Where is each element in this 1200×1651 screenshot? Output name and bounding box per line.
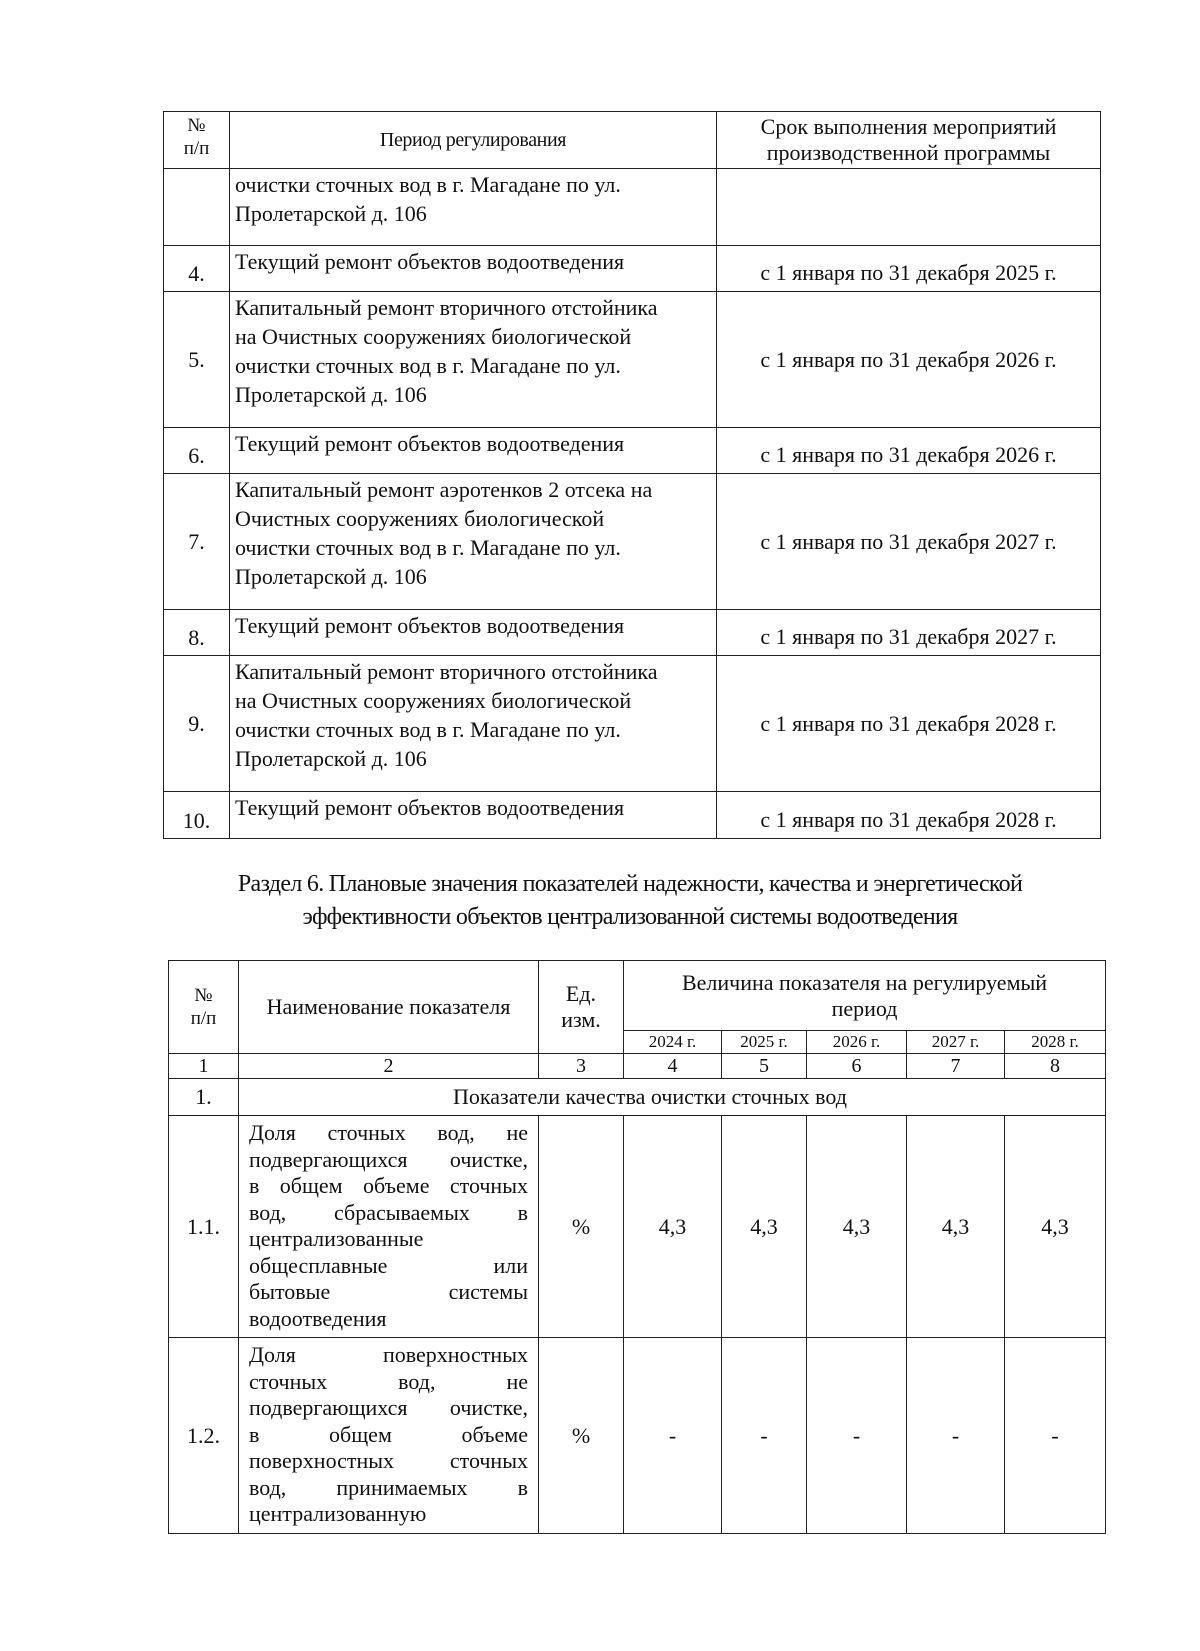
row-number: 10. — [164, 792, 230, 839]
value-cell: 4,3 — [907, 1116, 1005, 1338]
row-term: с 1 января по 31 декабря 2025 г. — [717, 246, 1101, 292]
column-number: 1 — [169, 1054, 239, 1079]
value-cell: - — [624, 1338, 722, 1534]
table-row — [169, 1338, 1106, 1534]
year-cell: 2026 г. — [807, 1031, 907, 1054]
value-cell: 4,3 — [1005, 1116, 1106, 1338]
row-name: Текущий ремонт объектов водоотведения — [230, 246, 717, 292]
row-number: 1.1. — [169, 1116, 239, 1338]
table1-header-row — [164, 112, 1101, 169]
row-number: 6. — [164, 428, 230, 474]
table-row — [164, 792, 1101, 839]
row-number — [164, 169, 230, 246]
row-term: с 1 января по 31 декабря 2027 г. — [717, 474, 1101, 610]
table2-column-numbers-row — [169, 1054, 1106, 1079]
unit-cell: % — [539, 1338, 624, 1534]
section-title: Раздел 6. Плановые значения показателей надежности, качества и энергетической эффективности объектов централизованной системы водоотведения — [237, 871, 1023, 930]
column-number: 4 — [624, 1054, 722, 1079]
row-number: 4. — [164, 246, 230, 292]
column-number: 7 — [907, 1054, 1005, 1079]
table-row — [164, 292, 1101, 428]
table1-header-num: № п/п — [164, 112, 230, 169]
value-cell: 4,3 — [807, 1116, 907, 1338]
table2-header-value: Величина показателя на регулируемый период — [624, 961, 1106, 1031]
indicator-name: Доля сточных вод, не подвергающихся очистке, в общем объеме сточных вод, сбрасываемых в централизованные общесплавные или бытовые системы водоотведения — [239, 1116, 539, 1338]
table1-header-period: Период регулирования — [230, 112, 717, 169]
table-row — [164, 169, 1101, 246]
row-number: 1.2. — [169, 1338, 239, 1534]
row-name: Текущий ремонт объектов водоотведения — [230, 792, 717, 839]
group-number: 1. — [169, 1079, 239, 1116]
row-term: с 1 января по 31 декабря 2026 г. — [717, 292, 1101, 428]
group-label: Показатели качества очистки сточных вод — [239, 1079, 1106, 1116]
indicators-table — [168, 960, 1106, 1534]
row-term: с 1 января по 31 декабря 2026 г. — [717, 428, 1101, 474]
table-row — [164, 474, 1101, 610]
table-row — [169, 1116, 1106, 1338]
year-cell: 2025 г. — [722, 1031, 807, 1054]
production-program-table — [163, 111, 1101, 839]
table-row — [164, 610, 1101, 656]
value-cell: - — [722, 1338, 807, 1534]
indicator-name: Доля поверхностных сточных вод, не подвергающихся очистке, в общем объеме поверхностных сточных вод, принимаемых в централизованную — [239, 1338, 539, 1534]
value-cell: - — [807, 1338, 907, 1534]
column-number: 5 — [722, 1054, 807, 1079]
table2-header-unit: Ед. изм. — [539, 961, 624, 1054]
row-name: Капитальный ремонт аэротенков 2 отсека на Очистных сооружениях биологической очистки сточных вод в г. Магадане по ул. Пролетарской д. 106 — [230, 474, 717, 610]
row-name: Капитальный ремонт вторичного отстойника на Очистных сооружениях биологической очистки сточных вод в г. Магадане по ул. Пролетарской д. 106 — [230, 656, 717, 792]
column-number: 6 — [807, 1054, 907, 1079]
unit-cell: % — [539, 1116, 624, 1338]
row-name: Текущий ремонт объектов водоотведения — [230, 428, 717, 474]
table2-group-row — [169, 1079, 1106, 1116]
year-cell: 2027 г. — [907, 1031, 1005, 1054]
table-row — [164, 428, 1101, 474]
row-name: очистки сточных вод в г. Магадане по ул. Пролетарской д. 106 — [230, 169, 717, 246]
value-cell: - — [907, 1338, 1005, 1534]
table2-header-num: № п/п — [169, 961, 239, 1054]
year-cell: 2024 г. — [624, 1031, 722, 1054]
value-cell: - — [1005, 1338, 1106, 1534]
row-number: 5. — [164, 292, 230, 428]
table-row — [164, 656, 1101, 792]
row-number: 8. — [164, 610, 230, 656]
table2-header-name: Наименование показателя — [239, 961, 539, 1054]
table-row — [164, 246, 1101, 292]
column-number: 3 — [539, 1054, 624, 1079]
row-term — [717, 169, 1101, 246]
row-term: с 1 января по 31 декабря 2027 г. — [717, 610, 1101, 656]
row-term: с 1 января по 31 декабря 2028 г. — [717, 656, 1101, 792]
table1-header-term: Срок выполнения мероприятий производственной программы — [717, 112, 1101, 169]
value-cell: 4,3 — [722, 1116, 807, 1338]
table2-header-row — [169, 961, 1106, 1031]
value-cell: 4,3 — [624, 1116, 722, 1338]
row-number: 7. — [164, 474, 230, 610]
column-number: 2 — [239, 1054, 539, 1079]
row-term: с 1 января по 31 декабря 2028 г. — [717, 792, 1101, 839]
row-name: Текущий ремонт объектов водоотведения — [230, 610, 717, 656]
row-name: Капитальный ремонт вторичного отстойника на Очистных сооружениях биологической очистки сточных вод в г. Магадане по ул. Пролетарской д. 106 — [230, 292, 717, 428]
column-number: 8 — [1005, 1054, 1106, 1079]
row-number: 9. — [164, 656, 230, 792]
year-cell: 2028 г. — [1005, 1031, 1106, 1054]
